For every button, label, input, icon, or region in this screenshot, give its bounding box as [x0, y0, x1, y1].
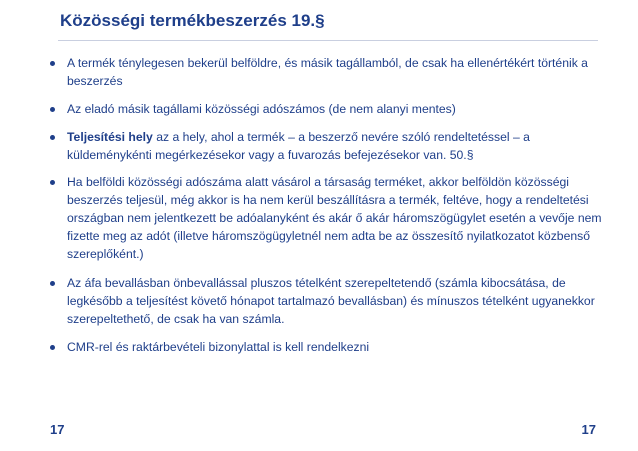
bullet-item: [46, 173, 611, 263]
bullet-item: [46, 128, 611, 164]
bullet-text: Az áfa bevallásban önbevallással pluszos tételként szerepeltetendő (számla kibocsátása, de legkésőbb a teljesítést követő hónapot tartalmazó bevallásban) és mínuszos tételként ugyanekkor szerepeltethető, de csak ha van számla.: [67, 276, 595, 326]
bullet-text: Az eladó másik tagállami közösségi adószámos (de nem alanyi mentes): [67, 102, 456, 116]
bullet-item: [46, 100, 611, 118]
bullet-list: [46, 54, 611, 366]
bullet-term: Teljesítési hely: [67, 130, 153, 144]
bullet-item: [46, 54, 611, 90]
bullet-text: CMR-rel és raktárbevételi bizonylattal is kell rendelkezni: [67, 340, 370, 354]
bullet-text: A termék ténylegesen bekerül belföldre, és másik tagállamból, de csak ha ellenértékért történik a beszerzés: [67, 56, 588, 88]
bullet-item: [46, 274, 611, 328]
slide-title: Közösségi termékbeszerzés 19.§: [60, 11, 325, 30]
page-number-left: 17: [50, 422, 65, 437]
bullet-text: az a hely, ahol a termék – a beszerző nevére szóló rendeltetéssel – a küldeménykénti megérkezésekor vagy a fuvarozás befejezésekor van. 50.§: [67, 130, 530, 162]
page-number-right: 17: [581, 422, 596, 437]
bullet-item: [46, 338, 611, 356]
title-divider: [58, 40, 598, 41]
bullet-text: Ha belföldi közösségi adószáma alatt vásárol a társaság terméket, akkor belföldön közösségi beszerzés teljesül, még akkor is ha nem kerül beszállításra a termék, feltéve, hogy a rendeltetési országban nem jelentkezett be adóalanyként és akár ő akár háromszögügylet esetén a vevője nem fizette meg az adót (illetve háromszögügyletnél nem adta be az összesítő nyilatkozatot közbenső szereplőként.): [67, 175, 602, 261]
